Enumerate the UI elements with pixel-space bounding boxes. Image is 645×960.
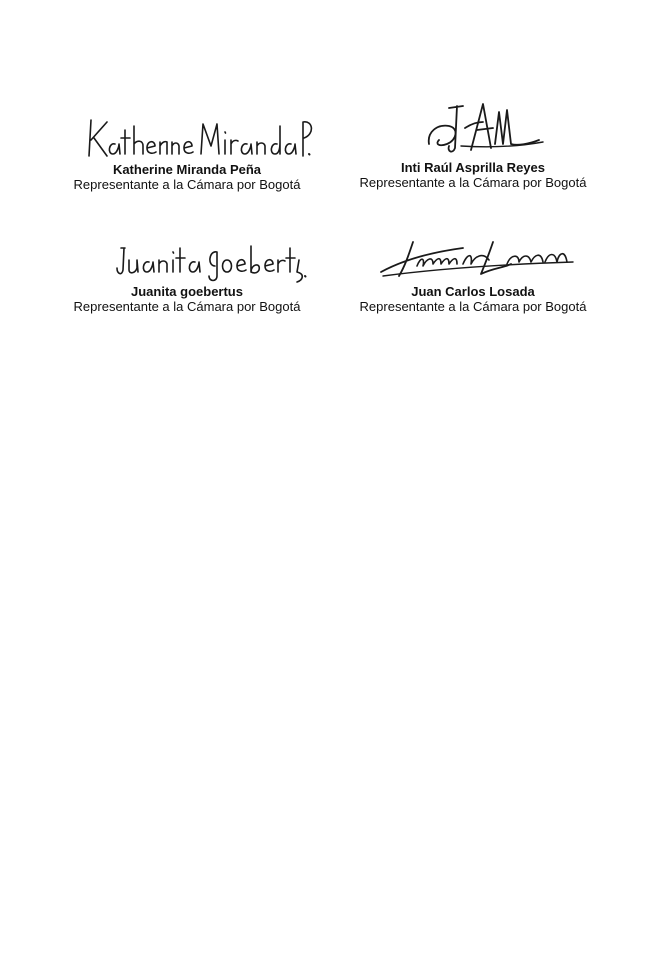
signer-role: Representante a la Cámara por Bogotá <box>73 299 301 314</box>
signer-role: Representante a la Cámara por Bogotá <box>359 299 587 314</box>
signer-name: Inti Raúl Asprilla Reyes <box>400 160 545 175</box>
signer-name: Juan Carlos Losada <box>411 284 535 299</box>
signature-block-juanita-goebertus <box>47 236 327 315</box>
signature-block-inti-asprilla <box>333 98 613 191</box>
handwritten-signature <box>67 112 307 162</box>
handwritten-signature <box>343 232 603 284</box>
signer-role: Representante a la Cámara por Bogotá <box>73 177 301 192</box>
signature-block-katherine-miranda <box>47 112 327 193</box>
signature-block-juan-carlos-losada <box>333 232 613 315</box>
handwritten-signature <box>67 236 307 284</box>
signer-role: Representante a la Cámara por Bogotá <box>359 175 587 190</box>
signer-name: Katherine Miranda Peña <box>112 162 262 177</box>
signer-name: Juanita goebertus <box>131 284 243 299</box>
handwritten-signature <box>353 98 593 160</box>
